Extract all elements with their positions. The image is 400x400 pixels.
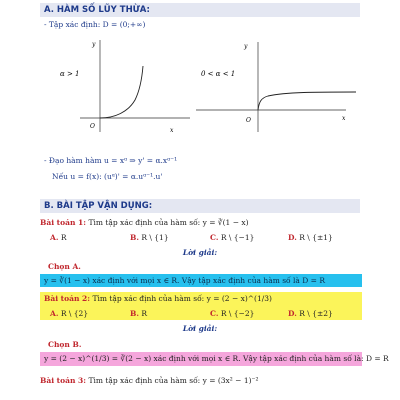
x-axis-label: x (342, 115, 346, 122)
problem-3 (40, 376, 259, 385)
problem-1-solution-label: Lời giải: (182, 248, 218, 257)
y-axis-label: y (244, 43, 248, 50)
problem-2-option-d[interactable]: D. R \ {±2} (288, 309, 333, 318)
problem-1-text: Tìm tập xác định của hàm số: y = ∛(1 − x) (88, 218, 249, 227)
graph-alpha-greater-1 (40, 32, 200, 144)
section-a-title: A. HÀM SỐ LŨY THỪA: (44, 5, 150, 15)
problem-1 (40, 218, 249, 227)
problem-2-option-a[interactable]: A. R \ {2} (50, 309, 89, 318)
problem-1-explanation: y = ∛(1 − x) xác định với mọi x ∈ R. Vậy tập xác định của hàm số là D = R (40, 274, 362, 287)
problem-2-option-b[interactable]: B. R (130, 309, 147, 318)
problem-1-option-d[interactable]: D. R \ {±1} (288, 233, 333, 242)
problem-1-option-c[interactable]: C. R \ {−1} (210, 233, 255, 242)
problem-1-label: Bài toán 1: (40, 218, 87, 227)
section-b-header (40, 199, 360, 213)
power-curve (100, 66, 143, 118)
problem-1-answer: Chọn A. (48, 262, 81, 271)
section-b-title: B. BÀI TẬP VẬN DỤNG: (44, 201, 153, 211)
problem-2-solution-label: Lời giải: (182, 324, 218, 333)
problem-1-option-b[interactable]: B. R \ {1} (130, 233, 169, 242)
graph-alpha-between-0-1 (196, 32, 366, 144)
power-curve (258, 92, 356, 110)
x-axis-label: x (170, 127, 174, 134)
problem-2-label: Bài toán 2: (44, 294, 91, 303)
y-axis-label: y (92, 41, 96, 48)
derivative-line-1: - Đạo hàm hàm u = xᵅ ⇒ y' = α.xᵅ⁻¹ (44, 156, 178, 165)
problem-3-text: Tìm tập xác định của hàm số: y = (3x² − 1)⁻² (88, 376, 259, 385)
problem-2-explanation: y = (2 − x)^(1/3) = ∛(2 − x) xác định với mọi x ∈ R. Vậy tập xác định của hàm số là: D = R (40, 352, 362, 366)
derivative-line-2: Nếu u = f(x): (uᵅ)' = α.uᵅ⁻¹.u' (52, 172, 163, 181)
problem-1-option-a[interactable]: A. R (50, 233, 67, 242)
problem-2-text: Tìm tập xác định của hàm số: y = (2 − x)^(1/3) (92, 294, 272, 303)
problem-3-label: Bài toán 3: (40, 376, 87, 385)
origin-label: O (246, 117, 251, 124)
case-label: 0 < α < 1 (201, 70, 236, 78)
problem-2-answer: Chọn B. (48, 340, 82, 349)
case-label: α > 1 (60, 70, 80, 78)
domain-line: - Tập xác định: D = (0;+∞) (44, 20, 146, 29)
problem-2-option-c[interactable]: C. R \ {−2} (210, 309, 255, 318)
problem-2 (40, 292, 362, 306)
section-a-header (40, 3, 360, 17)
origin-label: O (90, 123, 95, 130)
